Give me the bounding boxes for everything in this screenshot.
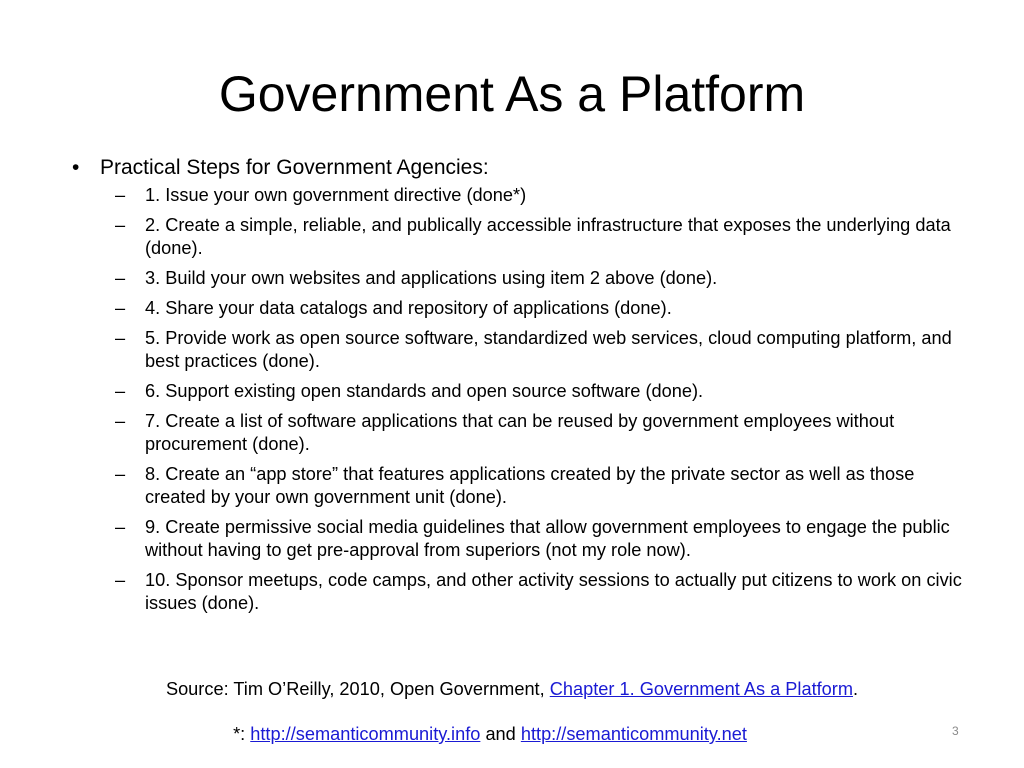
source-prefix: Source: Tim O’Reilly, 2010, Open Government, <box>165 679 550 699</box>
step-item <box>72 214 962 260</box>
step-text: 3. Build your own websites and applications using item 2 above (done). <box>145 268 718 288</box>
chapter-link[interactable]: Chapter 1. Government As a Platform <box>549 679 853 699</box>
steps-list <box>72 184 962 615</box>
step-text: 8. Create an “app store” that features applications created by the private sector as well as those created by your own government unit (done). <box>145 464 915 507</box>
dash-icon: – <box>115 185 126 205</box>
footer-links <box>0 722 980 746</box>
step-item <box>72 569 962 615</box>
bullet-icon: • <box>72 156 80 179</box>
semanticommunity-info-link[interactable]: http://semanticommunity.info <box>250 724 481 744</box>
dash-icon: – <box>115 517 126 537</box>
slide-title: Government As a Platform <box>218 66 806 122</box>
dash-icon: – <box>115 570 126 590</box>
dash-icon: – <box>115 298 126 318</box>
footer-and: and <box>480 724 521 744</box>
dash-icon: – <box>115 268 126 288</box>
main-bullet-text: Practical Steps for Government Agencies: <box>100 156 489 179</box>
step-text: 6. Support existing open standards and open source software (done). <box>145 381 704 401</box>
step-text: 10. Sponsor meetups, code camps, and other activity sessions to actually put citizens to work on civic issues (done). <box>145 570 962 613</box>
step-text: 9. Create permissive social media guidelines that allow government employees to engage the public without having to get pre-approval from superiors (not my role now). <box>145 517 950 560</box>
step-item <box>72 267 962 290</box>
dash-icon: – <box>115 464 126 484</box>
step-item <box>72 184 962 207</box>
source-suffix: . <box>853 679 859 699</box>
step-item <box>72 327 962 373</box>
main-bullet <box>72 154 962 182</box>
step-item <box>72 410 962 456</box>
slide-content <box>72 154 962 622</box>
step-text: 2. Create a simple, reliable, and publically accessible infrastructure that exposes the underlying data (done). <box>145 215 951 258</box>
dash-icon: – <box>115 411 126 431</box>
step-item <box>72 380 962 403</box>
slide-number: 3 <box>952 724 959 738</box>
step-item <box>72 516 962 562</box>
dash-icon: – <box>115 215 126 235</box>
step-text: 1. Issue your own government directive (done*) <box>145 185 527 205</box>
source-citation <box>0 677 1024 701</box>
dash-icon: – <box>115 381 126 401</box>
step-item <box>72 463 962 509</box>
step-text: 5. Provide work as open source software, standardized web services, cloud computing platform, and best practices (done). <box>145 328 952 371</box>
step-text: 7. Create a list of software applications that can be reused by government employees without procurement (done). <box>145 411 895 454</box>
step-text: 4. Share your data catalogs and repository of applications (done). <box>145 298 672 318</box>
footer-prefix: *: <box>233 724 251 744</box>
dash-icon: – <box>115 328 126 348</box>
step-item <box>72 297 962 320</box>
semanticommunity-net-link[interactable]: http://semanticommunity.net <box>520 724 747 744</box>
